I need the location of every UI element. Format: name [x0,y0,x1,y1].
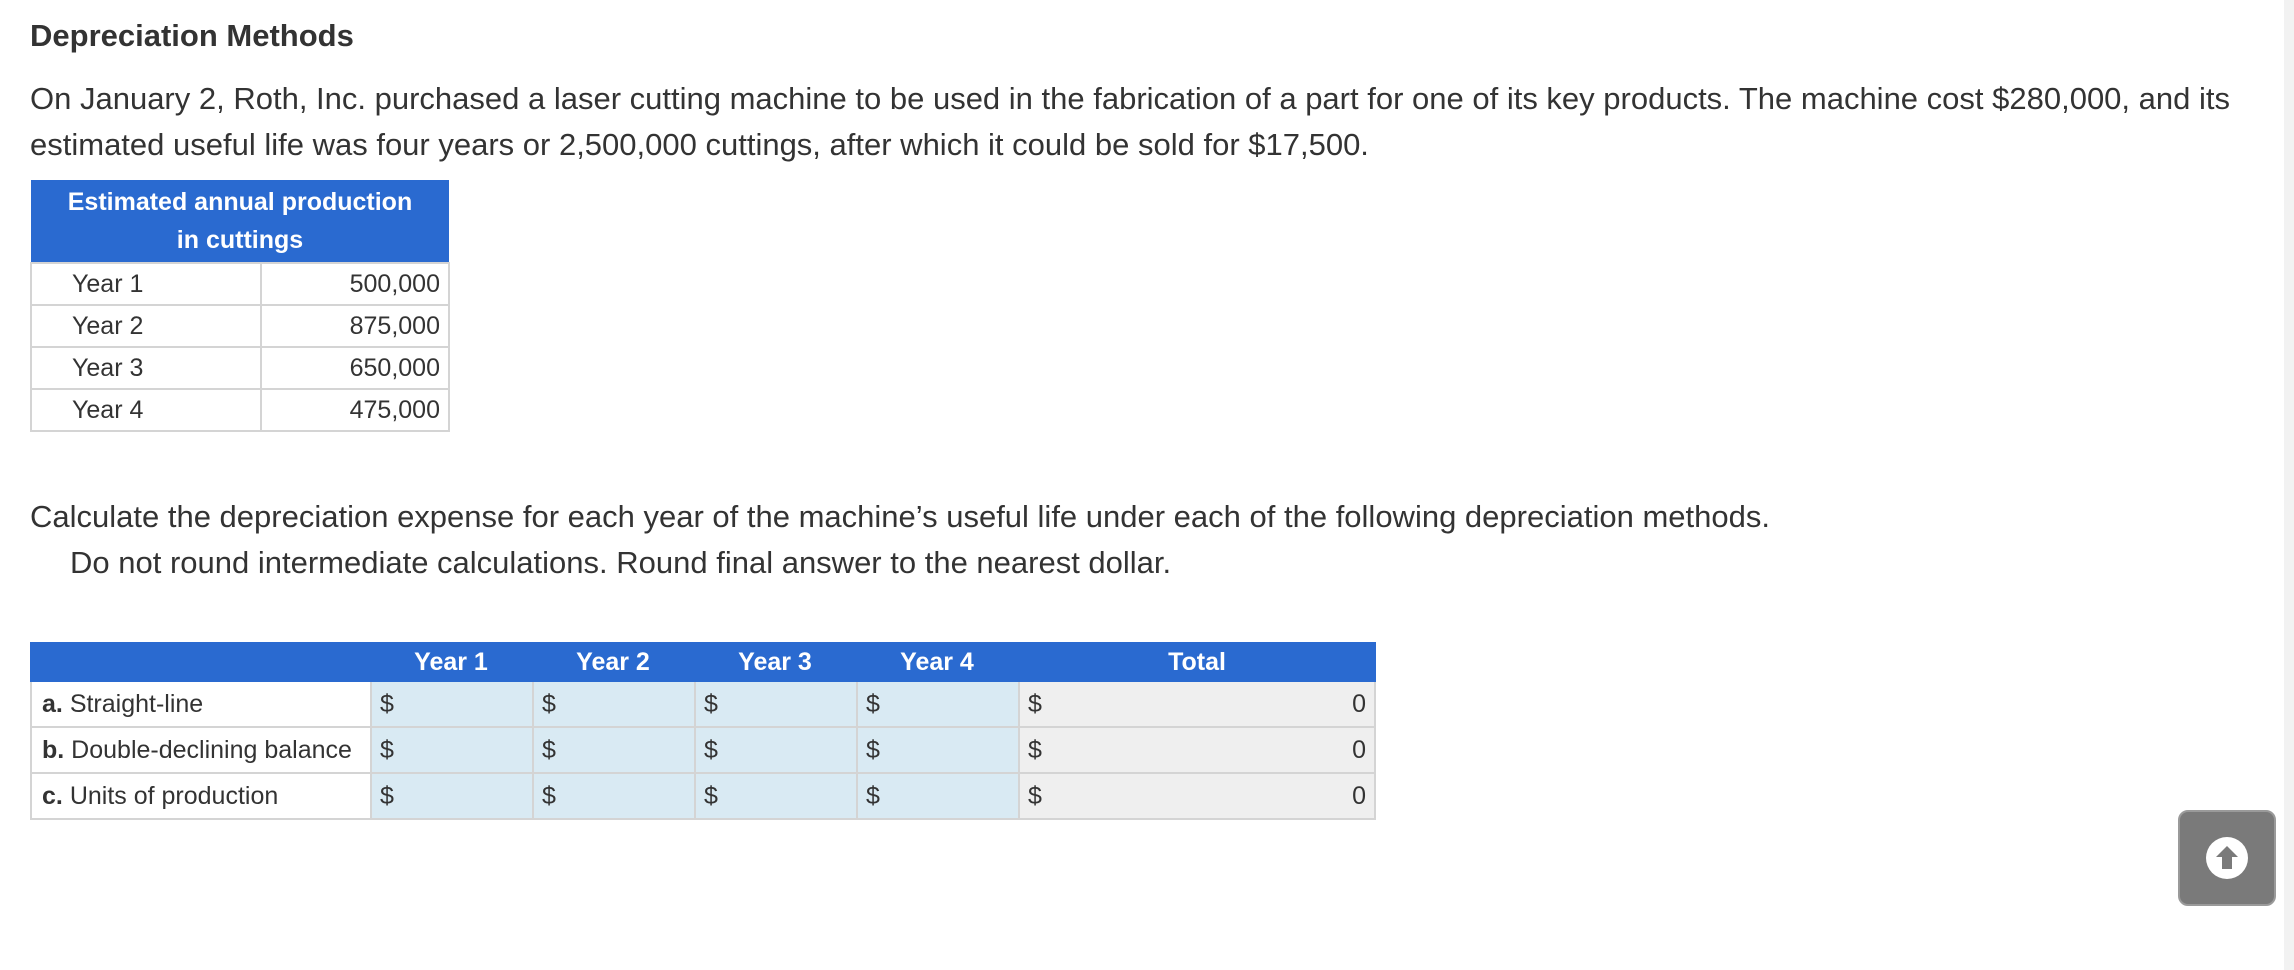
production-table [30,180,450,432]
ddb-total: 0 [1352,736,1366,764]
straight-line-year-3-input[interactable] [724,686,848,722]
units-year-2-input[interactable] [562,778,686,814]
ddb-year-2-input[interactable] [562,732,686,768]
ddb-year-3-input[interactable] [724,732,848,768]
straight-line-year-4-input[interactable] [886,686,1010,722]
year-4-input-cell: $ [856,774,1018,818]
arrow-up-circle-icon [2204,835,2250,881]
answer-grid-header [30,642,1376,682]
total-cell: $ 0 [1018,774,1376,818]
year-3-input-cell: $ [694,682,856,726]
ddb-year-1-input[interactable] [400,732,524,768]
units-year-4-input[interactable] [886,778,1010,814]
year-2-input-cell: $ [532,774,694,818]
year-3-input-cell: $ [694,774,856,818]
column-header-year-3: Year 3 [738,648,812,676]
year-2-input-cell: $ [532,728,694,772]
column-header-year-4: Year 4 [900,648,974,676]
year-4-input-cell: $ [856,728,1018,772]
straight-line-year-1-input[interactable] [400,686,524,722]
units-total: 0 [1352,782,1366,810]
units-of-production-row [30,774,1376,820]
production-value: 650,000 [261,347,449,389]
table-row [31,305,449,347]
column-header-total: Total [1168,648,1226,676]
double-declining-balance-row [30,728,1376,774]
straight-line-row [30,682,1376,728]
straight-line-total: 0 [1352,690,1366,718]
year-1-input-cell: $ [370,682,532,726]
answer-grid [30,642,1376,820]
row-label: a. Straight-line [30,682,367,726]
instructions-line-1: Calculate the depreciation expense for each year of the machine’s useful life under each of the following depreciation methods. [30,499,1770,534]
total-cell: $ 0 [1018,728,1376,772]
production-value: 875,000 [261,305,449,347]
units-year-3-input[interactable] [724,778,848,814]
year-label: Year 2 [31,305,261,347]
ddb-year-4-input[interactable] [886,732,1010,768]
year-3-input-cell: $ [694,728,856,772]
scroll-to-top-button[interactable] [2178,810,2276,906]
instructions-line-2: Do not round intermediate calculations. Round final answer to the nearest dollar. [70,545,1172,580]
instructions [30,494,1770,586]
table-row [31,389,449,431]
year-label: Year 1 [31,263,261,305]
year-1-input-cell: $ [370,728,532,772]
year-1-input-cell: $ [370,774,532,818]
column-header-year-1: Year 1 [414,648,488,676]
table-row [31,347,449,389]
table-row [31,263,449,305]
scrollbar-track [2284,0,2294,970]
production-table-header: Estimated annual production in cuttings [31,180,449,263]
row-label: b. Double-declining balance [30,728,367,772]
problem-intro: On January 2, Roth, Inc. purchased a laser cutting machine to be used in the fabrication of a part for one of its key products. The machine cost $280,000, and its estimated useful life was four years or 2,500,000 cuttings, after which it could be sold for $17,500. [30,81,2230,162]
year-2-input-cell: $ [532,682,694,726]
column-header-year-2: Year 2 [576,648,650,676]
year-label: Year 3 [31,347,261,389]
year-label: Year 4 [31,389,261,431]
straight-line-year-2-input[interactable] [562,686,686,722]
page-title: Depreciation Methods [30,18,354,53]
year-4-input-cell: $ [856,682,1018,726]
row-label: c. Units of production [30,774,367,818]
total-cell: $ 0 [1018,682,1376,726]
production-value: 475,000 [261,389,449,431]
units-year-1-input[interactable] [400,778,524,814]
production-value: 500,000 [261,263,449,305]
